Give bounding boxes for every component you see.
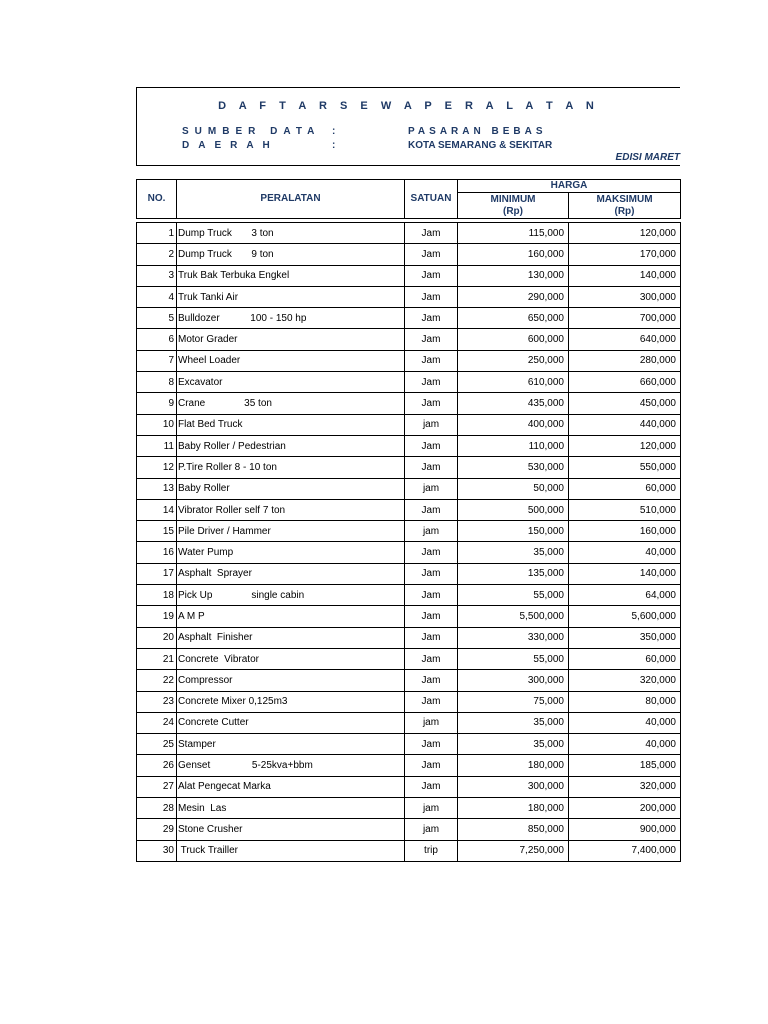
row-number: 5 [137, 308, 177, 329]
equipment-name: Dump Truck 3 ton [177, 223, 405, 244]
price-min: 150,000 [458, 521, 569, 542]
price-max: 120,000 [569, 435, 681, 456]
equipment-name: Motor Grader [177, 329, 405, 350]
equipment-rental-table [136, 222, 681, 862]
table-body [137, 223, 681, 862]
table-row [137, 499, 681, 520]
price-min: 115,000 [458, 223, 569, 244]
equipment-name: Pick Up single cabin [177, 585, 405, 606]
area-colon: : [332, 140, 336, 151]
rental-unit: Jam [405, 372, 458, 393]
rental-unit: jam [405, 798, 458, 819]
table-row [137, 712, 681, 733]
table-row [137, 372, 681, 393]
price-max: 440,000 [569, 414, 681, 435]
price-min: 650,000 [458, 308, 569, 329]
row-number: 29 [137, 819, 177, 840]
row-number: 1 [137, 223, 177, 244]
price-max: 160,000 [569, 521, 681, 542]
rental-unit: Jam [405, 265, 458, 286]
rental-unit: Jam [405, 286, 458, 307]
price-min: 35,000 [458, 712, 569, 733]
table-row [137, 521, 681, 542]
price-max: 170,000 [569, 244, 681, 265]
row-number: 22 [137, 670, 177, 691]
price-min: 500,000 [458, 499, 569, 520]
price-min: 610,000 [458, 372, 569, 393]
equipment-name: Vibrator Roller self 7 ton [177, 499, 405, 520]
price-max: 40,000 [569, 542, 681, 563]
source-colon: : [332, 126, 336, 137]
rental-unit: jam [405, 521, 458, 542]
rental-unit: jam [405, 414, 458, 435]
row-number: 27 [137, 776, 177, 797]
row-number: 3 [137, 265, 177, 286]
price-max: 700,000 [569, 308, 681, 329]
price-max: 64,000 [569, 585, 681, 606]
row-number: 26 [137, 755, 177, 776]
table-row [137, 435, 681, 456]
price-min: 600,000 [458, 329, 569, 350]
equipment-name: Asphalt Sprayer [177, 563, 405, 584]
row-number: 14 [137, 499, 177, 520]
price-min: 50,000 [458, 478, 569, 499]
price-max: 140,000 [569, 563, 681, 584]
price-min: 7,250,000 [458, 840, 569, 861]
rental-unit: jam [405, 712, 458, 733]
table-row [137, 457, 681, 478]
row-number: 15 [137, 521, 177, 542]
price-min: 160,000 [458, 244, 569, 265]
row-number: 23 [137, 691, 177, 712]
rental-unit: Jam [405, 585, 458, 606]
equipment-name: Genset 5-25kva+bbm [177, 755, 405, 776]
table-row [137, 286, 681, 307]
equipment-name: Pile Driver / Hammer [177, 521, 405, 542]
equipment-name: Concrete Vibrator [177, 648, 405, 669]
row-number: 13 [137, 478, 177, 499]
col-max-header [569, 193, 681, 219]
equipment-name: P.Tire Roller 8 - 10 ton [177, 457, 405, 478]
equipment-name: Concrete Mixer 0,125m3 [177, 691, 405, 712]
price-min: 135,000 [458, 563, 569, 584]
column-header-table [136, 179, 681, 219]
table-row [137, 776, 681, 797]
rental-unit: Jam [405, 457, 458, 478]
table-row [137, 350, 681, 371]
table-row [137, 606, 681, 627]
row-number: 30 [137, 840, 177, 861]
rental-unit: Jam [405, 542, 458, 563]
edition-label: EDISI MARET [615, 152, 680, 163]
table-row [137, 755, 681, 776]
row-number: 12 [137, 457, 177, 478]
price-min: 180,000 [458, 798, 569, 819]
equipment-name: Flat Bed Truck [177, 414, 405, 435]
rental-unit: Jam [405, 734, 458, 755]
equipment-name: Water Pump [177, 542, 405, 563]
price-min: 300,000 [458, 776, 569, 797]
row-number: 20 [137, 627, 177, 648]
col-item-header: PERALATAN [177, 180, 405, 219]
row-number: 8 [137, 372, 177, 393]
area-label: DAERAH [182, 140, 279, 151]
rental-unit: Jam [405, 691, 458, 712]
price-min: 400,000 [458, 414, 569, 435]
equipment-name: Excavator [177, 372, 405, 393]
price-max: 640,000 [569, 329, 681, 350]
price-max: 660,000 [569, 372, 681, 393]
table-row [137, 265, 681, 286]
price-max: 320,000 [569, 670, 681, 691]
equipment-name: Asphalt Finisher [177, 627, 405, 648]
price-min: 300,000 [458, 670, 569, 691]
row-number: 21 [137, 648, 177, 669]
row-number: 2 [137, 244, 177, 265]
row-number: 4 [137, 286, 177, 307]
row-number: 18 [137, 585, 177, 606]
table-row [137, 734, 681, 755]
rental-unit: jam [405, 478, 458, 499]
rental-unit: Jam [405, 393, 458, 414]
equipment-name: Stone Crusher [177, 819, 405, 840]
col-max-unit: (Rp) [614, 205, 635, 217]
rental-unit: Jam [405, 670, 458, 691]
price-max: 320,000 [569, 776, 681, 797]
price-max: 510,000 [569, 499, 681, 520]
price-max: 7,400,000 [569, 840, 681, 861]
price-min: 850,000 [458, 819, 569, 840]
price-min: 330,000 [458, 627, 569, 648]
table-row [137, 478, 681, 499]
row-number: 24 [137, 712, 177, 733]
price-max: 900,000 [569, 819, 681, 840]
price-min: 180,000 [458, 755, 569, 776]
price-min: 130,000 [458, 265, 569, 286]
price-max: 80,000 [569, 691, 681, 712]
price-max: 60,000 [569, 648, 681, 669]
rental-unit: trip [405, 840, 458, 861]
price-min: 110,000 [458, 435, 569, 456]
row-number: 6 [137, 329, 177, 350]
table-row [137, 819, 681, 840]
rental-unit: Jam [405, 308, 458, 329]
equipment-name: Alat Pengecat Marka [177, 776, 405, 797]
price-max: 120,000 [569, 223, 681, 244]
equipment-name: A M P [177, 606, 405, 627]
rental-unit: Jam [405, 435, 458, 456]
price-max: 300,000 [569, 286, 681, 307]
table-row [137, 223, 681, 244]
table-row [137, 542, 681, 563]
row-number: 25 [137, 734, 177, 755]
price-max: 185,000 [569, 755, 681, 776]
row-number: 17 [137, 563, 177, 584]
row-number: 11 [137, 435, 177, 456]
price-max: 40,000 [569, 734, 681, 755]
col-min-header [458, 193, 569, 219]
equipment-name: Stamper [177, 734, 405, 755]
table-row [137, 691, 681, 712]
table-row [137, 798, 681, 819]
row-number: 16 [137, 542, 177, 563]
source-label: SUMBER DATA [182, 126, 321, 137]
price-max: 280,000 [569, 350, 681, 371]
table-row [137, 393, 681, 414]
source-value: PASARAN BEBAS [408, 126, 547, 137]
rental-unit: Jam [405, 329, 458, 350]
price-max: 60,000 [569, 478, 681, 499]
table-row [137, 244, 681, 265]
table-row [137, 585, 681, 606]
col-unit-header: SATUAN [405, 180, 458, 219]
price-max: 350,000 [569, 627, 681, 648]
price-max: 200,000 [569, 798, 681, 819]
col-price-group-header: HARGA [458, 180, 681, 193]
equipment-name: Truk Bak Terbuka Engkel [177, 265, 405, 286]
price-max: 140,000 [569, 265, 681, 286]
price-min: 290,000 [458, 286, 569, 307]
table-row [137, 648, 681, 669]
equipment-name: Truck Trailler [177, 840, 405, 861]
equipment-name: Crane 35 ton [177, 393, 405, 414]
table-row [137, 414, 681, 435]
table-row [137, 840, 681, 861]
row-number: 19 [137, 606, 177, 627]
price-min: 530,000 [458, 457, 569, 478]
equipment-name: Wheel Loader [177, 350, 405, 371]
rental-unit: Jam [405, 627, 458, 648]
col-min-unit: (Rp) [503, 205, 523, 217]
equipment-name: Truk Tanki Air [177, 286, 405, 307]
row-number: 28 [137, 798, 177, 819]
col-no-header: NO. [137, 180, 177, 219]
price-min: 5,500,000 [458, 606, 569, 627]
equipment-name: Baby Roller / Pedestrian [177, 435, 405, 456]
rental-unit: Jam [405, 606, 458, 627]
document-title: D A F T A R S E W A P E R A L A T A N [218, 100, 599, 112]
price-max: 450,000 [569, 393, 681, 414]
table-row [137, 670, 681, 691]
rental-unit: Jam [405, 648, 458, 669]
price-max: 550,000 [569, 457, 681, 478]
equipment-name: Baby Roller [177, 478, 405, 499]
rental-unit: Jam [405, 776, 458, 797]
price-min: 35,000 [458, 542, 569, 563]
table-row [137, 308, 681, 329]
row-number: 9 [137, 393, 177, 414]
rental-unit: Jam [405, 350, 458, 371]
document-header [136, 87, 680, 166]
row-number: 7 [137, 350, 177, 371]
equipment-name: Bulldozer 100 - 150 hp [177, 308, 405, 329]
table-row [137, 329, 681, 350]
row-number: 10 [137, 414, 177, 435]
equipment-name: Compressor [177, 670, 405, 691]
price-min: 75,000 [458, 691, 569, 712]
rental-unit: Jam [405, 244, 458, 265]
price-min: 435,000 [458, 393, 569, 414]
col-min-label: MINIMUM [490, 193, 536, 205]
equipment-name: Dump Truck 9 ton [177, 244, 405, 265]
equipment-name: Concrete Cutter [177, 712, 405, 733]
rental-unit: Jam [405, 223, 458, 244]
price-max: 5,600,000 [569, 606, 681, 627]
table-row [137, 563, 681, 584]
rental-unit: Jam [405, 563, 458, 584]
equipment-name: Mesin Las [177, 798, 405, 819]
col-max-label: MAKSIMUM [596, 193, 653, 205]
price-min: 55,000 [458, 648, 569, 669]
price-min: 55,000 [458, 585, 569, 606]
rental-unit: jam [405, 819, 458, 840]
price-min: 250,000 [458, 350, 569, 371]
rental-unit: Jam [405, 755, 458, 776]
table-row [137, 627, 681, 648]
rental-unit: Jam [405, 499, 458, 520]
price-max: 40,000 [569, 712, 681, 733]
area-value: KOTA SEMARANG & SEKITAR [408, 140, 553, 151]
price-min: 35,000 [458, 734, 569, 755]
